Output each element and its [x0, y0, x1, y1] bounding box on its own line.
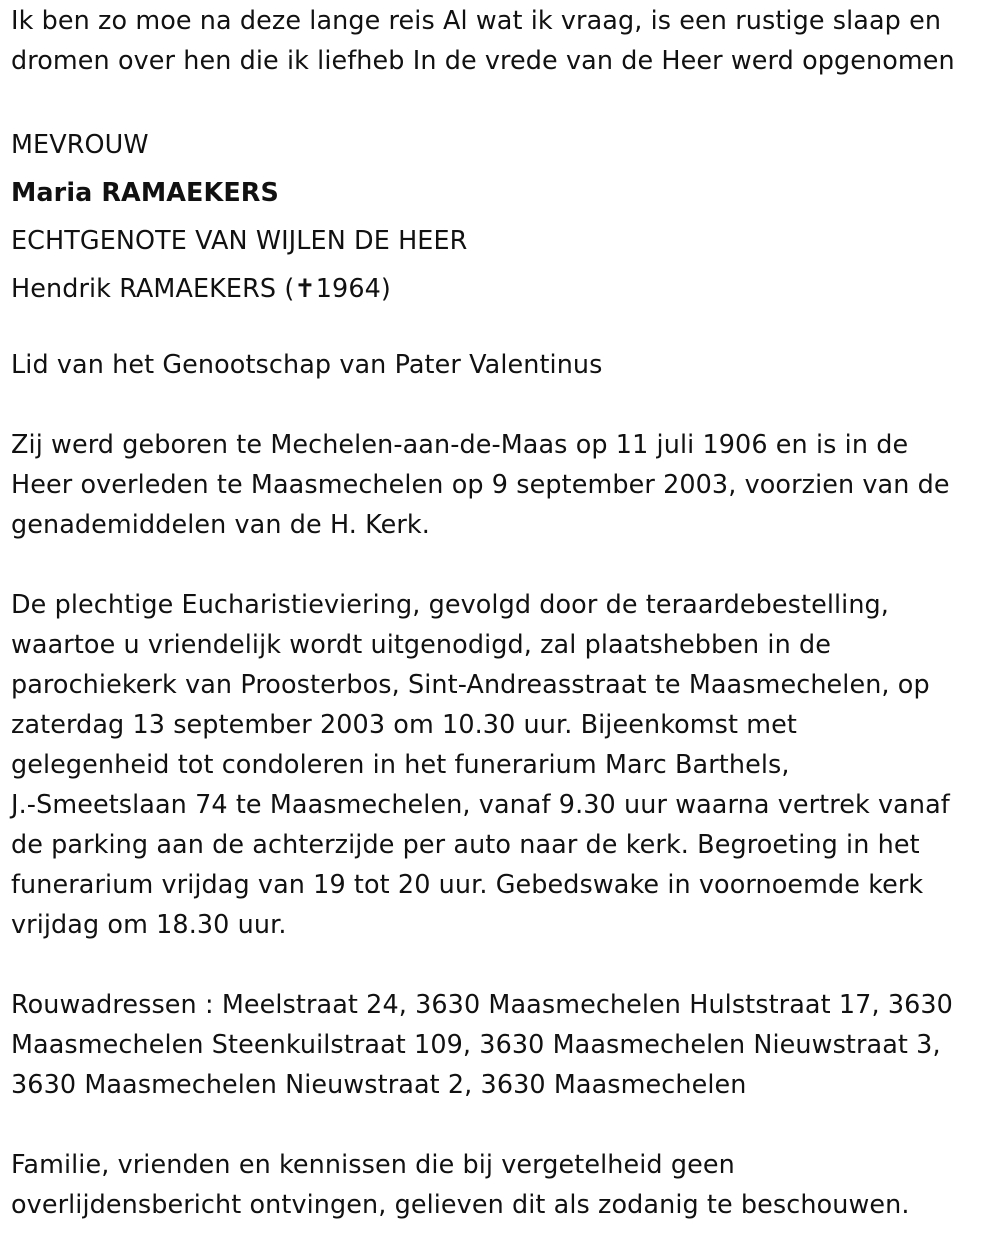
ceremony-line: funerarium vrijdag van 19 tot 20 uur. Gebedswake in voornoemde kerk — [11, 869, 924, 899]
birth-death-line: genademiddelen van de H. Kerk. — [11, 509, 430, 539]
ceremony-line: parochiekerk van Proosterbos, Sint-Andreasstraat te Maasmechelen, op — [11, 669, 930, 699]
membership-text: Lid van het Genootschap van Pater Valentinus — [11, 349, 603, 379]
spacer — [11, 312, 991, 344]
salutation: MEVROUW — [11, 129, 149, 159]
membership-paragraph — [11, 344, 991, 384]
intro-paragraph — [11, 0, 991, 80]
intro-line: dromen over hen die ik liefheb In de vrede van de Heer werd opgenomen — [11, 45, 955, 75]
address-line: Maasmechelen Steenkuilstraat 109, 3630 Maasmechelen Nieuwstraat 3, — [11, 1029, 941, 1059]
address-line: 3630 Maasmechelen Nieuwstraat 2, 3630 Maasmechelen — [11, 1069, 747, 1099]
address-line: Rouwadressen : Meelstraat 24, 3630 Maasmechelen Hulststraat 17, 3630 — [11, 989, 953, 1019]
birth-death-line: Zij werd geboren te Mechelen-aan-de-Maas op 11 juli 1906 en is in de — [11, 429, 909, 459]
deceased-name: Maria RAMAEKERS — [11, 177, 279, 207]
ceremony-line: de parking aan de achterzijde per auto naar de kerk. Begroeting in het — [11, 829, 920, 859]
spouse-name: Hendrik RAMAEKERS ( — [11, 273, 295, 303]
ceremony-line: waartoe u vriendelijk wordt uitgenodigd, zal plaatshebben in de — [11, 629, 832, 659]
spacer — [11, 544, 991, 584]
obituary-document — [11, 0, 991, 1224]
spacer — [11, 1104, 991, 1144]
birth-death-paragraph — [11, 424, 991, 544]
addresses-paragraph — [11, 984, 991, 1104]
intro-line: Ik ben zo moe na deze lange reis Al wat ik vraag, is een rustige slaap en — [11, 5, 942, 35]
spacer — [11, 80, 991, 120]
spacer — [11, 944, 991, 984]
ceremony-line: De plechtige Eucharistieviering, gevolgd door de teraardebestelling, — [11, 589, 889, 619]
spouse-death-year: 1964) — [315, 273, 391, 303]
closing-line: overlijdensbericht ontvingen, gelieven dit als zodanig te beschouwen. — [11, 1189, 910, 1219]
closing-line: Familie, vrienden en kennissen die bij vergetelheid geen — [11, 1149, 735, 1179]
closing-paragraph — [11, 1144, 991, 1224]
spacer — [11, 384, 991, 424]
spouse-line — [11, 264, 991, 312]
ceremony-line: zaterdag 13 september 2003 om 10.30 uur. Bijeenkomst met — [11, 709, 797, 739]
cross-icon: ✝ — [294, 273, 316, 303]
relation-text: ECHTGENOTE VAN WIJLEN DE HEER — [11, 225, 468, 255]
ceremony-line: vrijdag om 18.30 uur. — [11, 909, 287, 939]
birth-death-line: Heer overleden te Maasmechelen op 9 september 2003, voorzien van de — [11, 469, 950, 499]
ceremony-paragraph — [11, 584, 991, 944]
ceremony-line: gelegenheid tot condoleren in het funerarium Marc Barthels, — [11, 749, 790, 779]
ceremony-line: J.-Smeetslaan 74 te Maasmechelen, vanaf 9.30 uur waarna vertrek vanaf — [11, 789, 950, 819]
deceased-block — [11, 120, 991, 312]
